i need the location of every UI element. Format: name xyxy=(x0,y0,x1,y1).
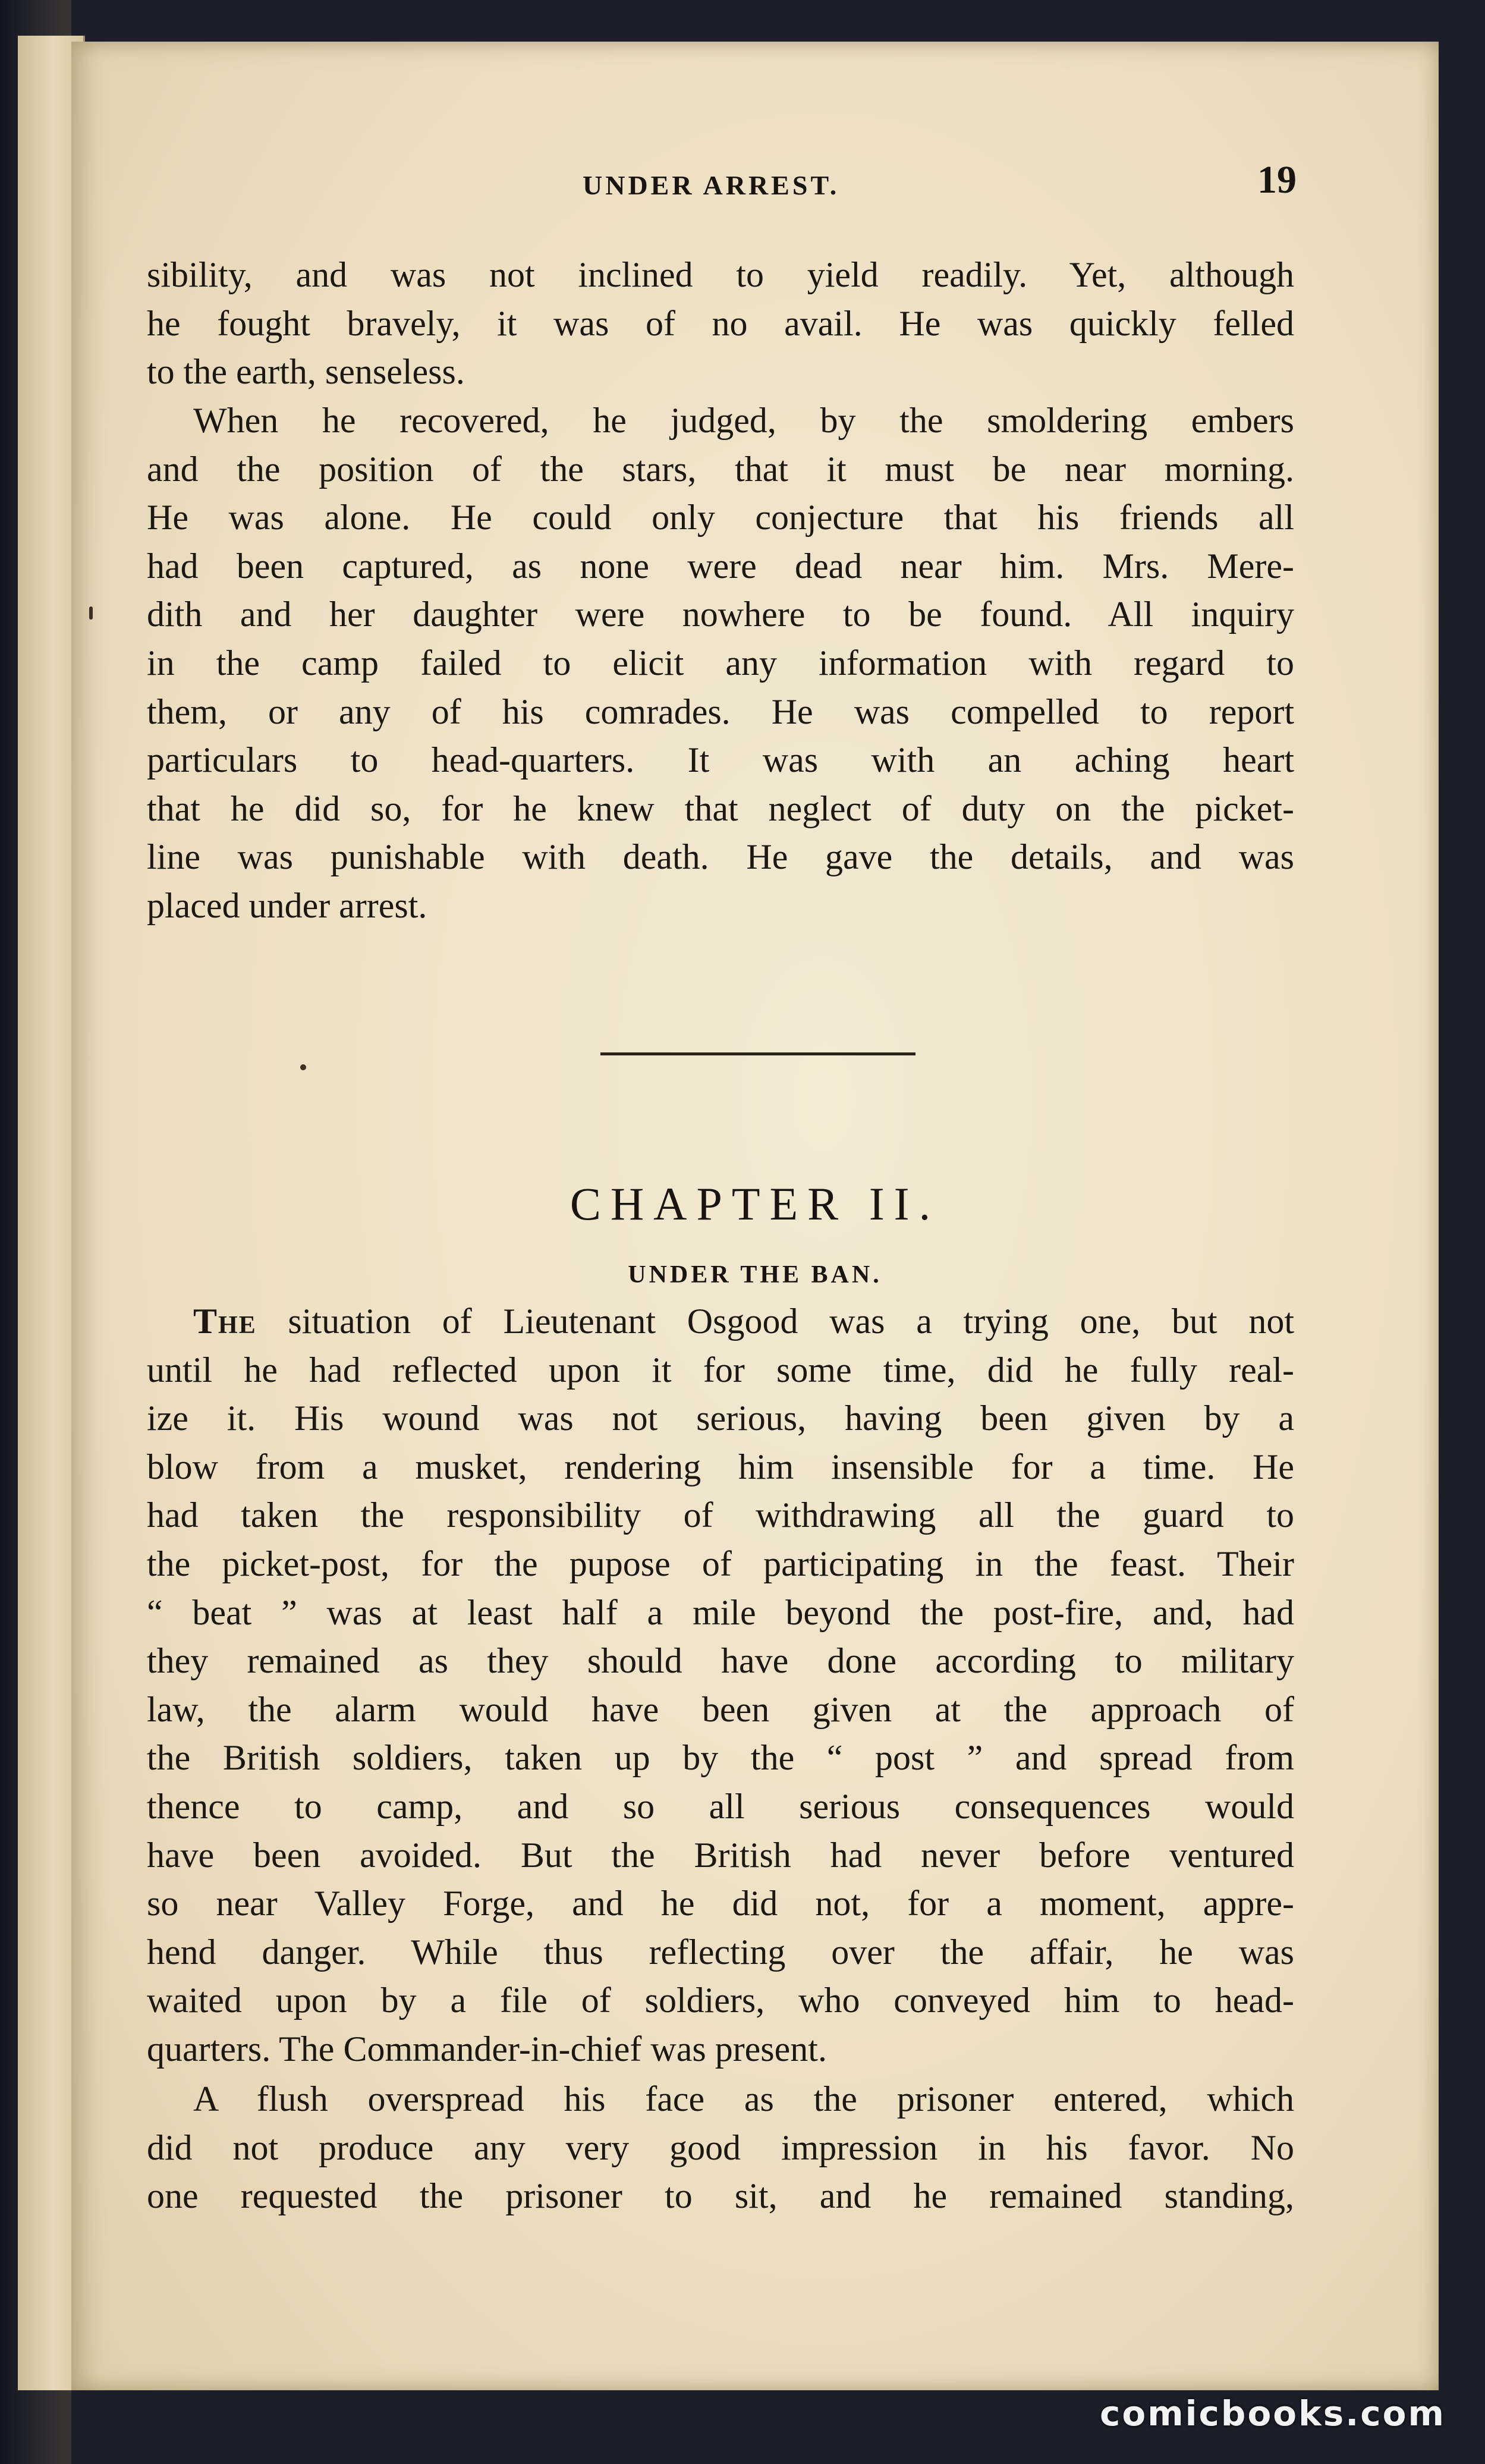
text-line: he fought bravely, it was of no avail. He was quickly felled xyxy=(147,303,1294,343)
page-header xyxy=(71,158,1439,223)
text-line: until he had reflected upon it for some time, did he fully real- xyxy=(147,1350,1294,1390)
text-line: one requested the prisoner to sit, and he remained standing, xyxy=(147,2176,1294,2216)
ink-speck xyxy=(300,1064,306,1070)
text-line: blow from a musket, rendering him insensible for a time. He xyxy=(147,1447,1294,1486)
text-line: the British soldiers, taken up by the “ post ” and spread from xyxy=(147,1738,1294,1778)
drop-word: The xyxy=(193,1302,257,1341)
text-line: they remained as they should have done according to military xyxy=(147,1641,1294,1681)
text-line: in the camp failed to elicit any information with regard to xyxy=(147,643,1294,683)
page-number: 19 xyxy=(1257,158,1297,202)
text-line: “ beat ” was at least half a mile beyond the post-fire, and, had xyxy=(147,1592,1294,1632)
text-line: that he did so, for he knew that neglect of duty on the picket- xyxy=(147,788,1294,828)
text-line: placed under arrest. xyxy=(147,885,427,925)
text-line: sibility, and was not inclined to yield readily. Yet, although xyxy=(147,255,1294,294)
text-line: When he recovered, he judged, by the smoldering embers xyxy=(193,401,1294,440)
text-line: so near Valley Forge, and he did not, for a moment, appre- xyxy=(147,1884,1294,1924)
text-line: them, or any of his comrades. He was compelled to report xyxy=(147,692,1294,731)
text-line: ize it. His wound was not serious, having been given by a xyxy=(147,1398,1294,1438)
text-line: He was alone. He could only conjecture that his friends all xyxy=(147,498,1294,538)
text-line: have been avoided. But the British had never before ventured xyxy=(147,1835,1294,1875)
text-line: thence to camp, and so all serious consequences would xyxy=(147,1786,1294,1826)
text-line: particulars to head-quarters. It was with an aching heart xyxy=(147,740,1294,780)
book-page xyxy=(71,42,1439,2390)
text-line: had taken the responsibility of withdrawing all the guard to xyxy=(147,1495,1294,1535)
text-line: hend danger. While thus reflecting over the affair, he was xyxy=(147,1932,1294,1972)
text-line: law, the alarm would have been given at the approach of xyxy=(147,1689,1294,1729)
paragraph-recovered xyxy=(147,397,1294,931)
text-line: A flush overspread his face as the prisoner entered, which xyxy=(193,2079,1294,2119)
text-line: waited upon by a file of soldiers, who conveyed him to head- xyxy=(147,1981,1294,2020)
running-head: UNDER ARREST. xyxy=(583,170,840,200)
text-line: had been captured, as none were dead near him. Mrs. Mere- xyxy=(147,546,1294,586)
text-line-first xyxy=(147,1297,1294,1346)
ink-speck xyxy=(89,606,93,620)
text-line: quarters. The Commander-in-chief was present. xyxy=(147,2029,827,2069)
text-line: to the earth, senseless. xyxy=(147,352,465,392)
paragraph-situation xyxy=(147,1297,1294,2074)
first-line-text: situation of Lieutenant Osgood was a trying one, but not xyxy=(256,1302,1294,1341)
chapter-subtitle: UNDER THE BAN. xyxy=(628,1261,882,1288)
watermark-text: comicbooks.com xyxy=(1100,2393,1446,2434)
text-line: the picket-post, for the pupose of participating in the feast. Their xyxy=(147,1544,1294,1583)
chapter-title: CHAPTER II. xyxy=(570,1178,940,1230)
text-line: dith and her daughter were nowhere to be found. All inquiry xyxy=(147,595,1294,634)
text-line: line was punishable with death. He gave the details, and was xyxy=(147,837,1294,877)
paragraph-continuation xyxy=(147,251,1294,397)
section-divider-rule xyxy=(600,1052,915,1055)
paragraph-flush xyxy=(147,2075,1294,2221)
text-line: and the position of the stars, that it must be near morning. xyxy=(147,449,1294,489)
text-line: did not produce any very good impression in his favor. No xyxy=(147,2127,1294,2167)
